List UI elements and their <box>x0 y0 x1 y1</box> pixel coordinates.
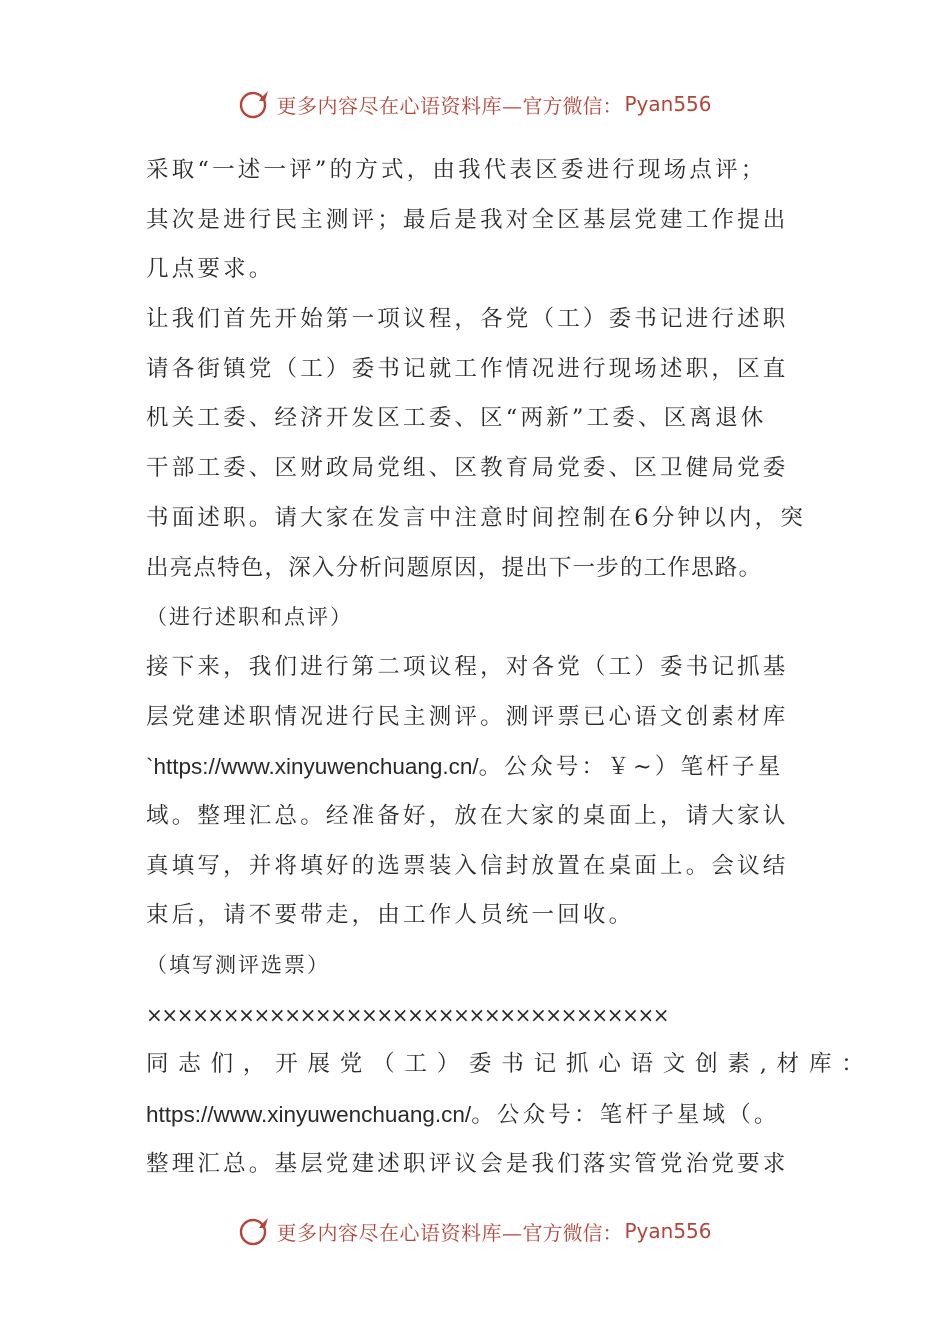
quill-logo-icon <box>238 87 272 121</box>
footer-wechat-label: 官方微信： <box>522 1220 623 1245</box>
body-line: 几点要求。 <box>146 256 275 283</box>
url-text: https://www.xinyuwenchuang.cn/ <box>146 1102 472 1128</box>
body-line: 束后，请不要带走，由工作人员统一回收。 <box>146 902 635 929</box>
header-wechat-id: Pyan556 <box>624 92 712 116</box>
header-wechat-label: 官方微信： <box>522 93 623 118</box>
body-line: 接下来，我们进行第二项议程，对各党（工）委书记抓基 <box>146 653 789 680</box>
body-line: 真填写，并将填好的选票装入信封放置在桌面上。会议结 <box>146 852 789 879</box>
url-text: `https://www.xinyuwenchuang.cn/ <box>146 754 479 780</box>
footer-banner <box>0 1211 950 1251</box>
quill-logo-icon <box>238 1214 272 1248</box>
separator-line: ×××××××××××××××××××××××××××××××××× <box>146 1002 669 1027</box>
body-line-with-url <box>146 742 806 792</box>
body-line-with-url <box>146 1090 806 1140</box>
body-line: 层党建述职情况进行民主测评。测评票已心语文创素材库 <box>146 703 789 730</box>
body-line: 域。整理汇总。经准备好，放在大家的桌面上，请大家认 <box>146 802 789 829</box>
body-line: 书面述职。请大家在发言中注意时间控制在6分钟以内，突 <box>146 504 807 531</box>
body-line: 干部工委、区财政局党组、区教育局党委、区卫健局党委 <box>146 455 789 482</box>
body-line-suffix: 。公众号：￥~）笔杆子星 <box>478 754 784 781</box>
body-note: （进行述职和点评） <box>146 605 353 630</box>
body-line: 整理汇总。基层党建述职评议会是我们落实管党治党要求 <box>146 1150 789 1177</box>
footer-brand-text: 更多内容尽在心语资料库— <box>276 1220 523 1245</box>
body-note: （填写测评选票） <box>146 953 330 977</box>
header-banner <box>0 84 950 124</box>
body-line: 出亮点特色，深入分析问题原因，提出下一步的工作思路。 <box>146 554 763 581</box>
footer-wechat-id: Pyan556 <box>624 1219 712 1243</box>
body-line: 同志们，开展党（工）委书记抓心语文创素,材库： <box>146 1051 874 1078</box>
body-line: 请各街镇党（工）委书记就工作情况进行现场述职，区直 <box>146 355 789 382</box>
body-line: 采取“一述一评”的方式，由我代表区委进行现场点评； <box>146 157 767 183</box>
body-line: 机关工委、经济开发区工委、区“两新”工委、区离退休 <box>146 405 767 432</box>
body-line: 让我们首先开始第一项议程，各党（工）委书记进行述职 <box>146 306 789 333</box>
header-brand-text: 更多内容尽在心语资料库— <box>276 93 523 118</box>
document-body <box>146 146 874 1189</box>
body-line: 其次是进行民主测评；最后是我对全区基层党建工作提出 <box>146 206 789 233</box>
body-line-suffix: 。公众号：笔杆子星域（。 <box>471 1102 780 1129</box>
